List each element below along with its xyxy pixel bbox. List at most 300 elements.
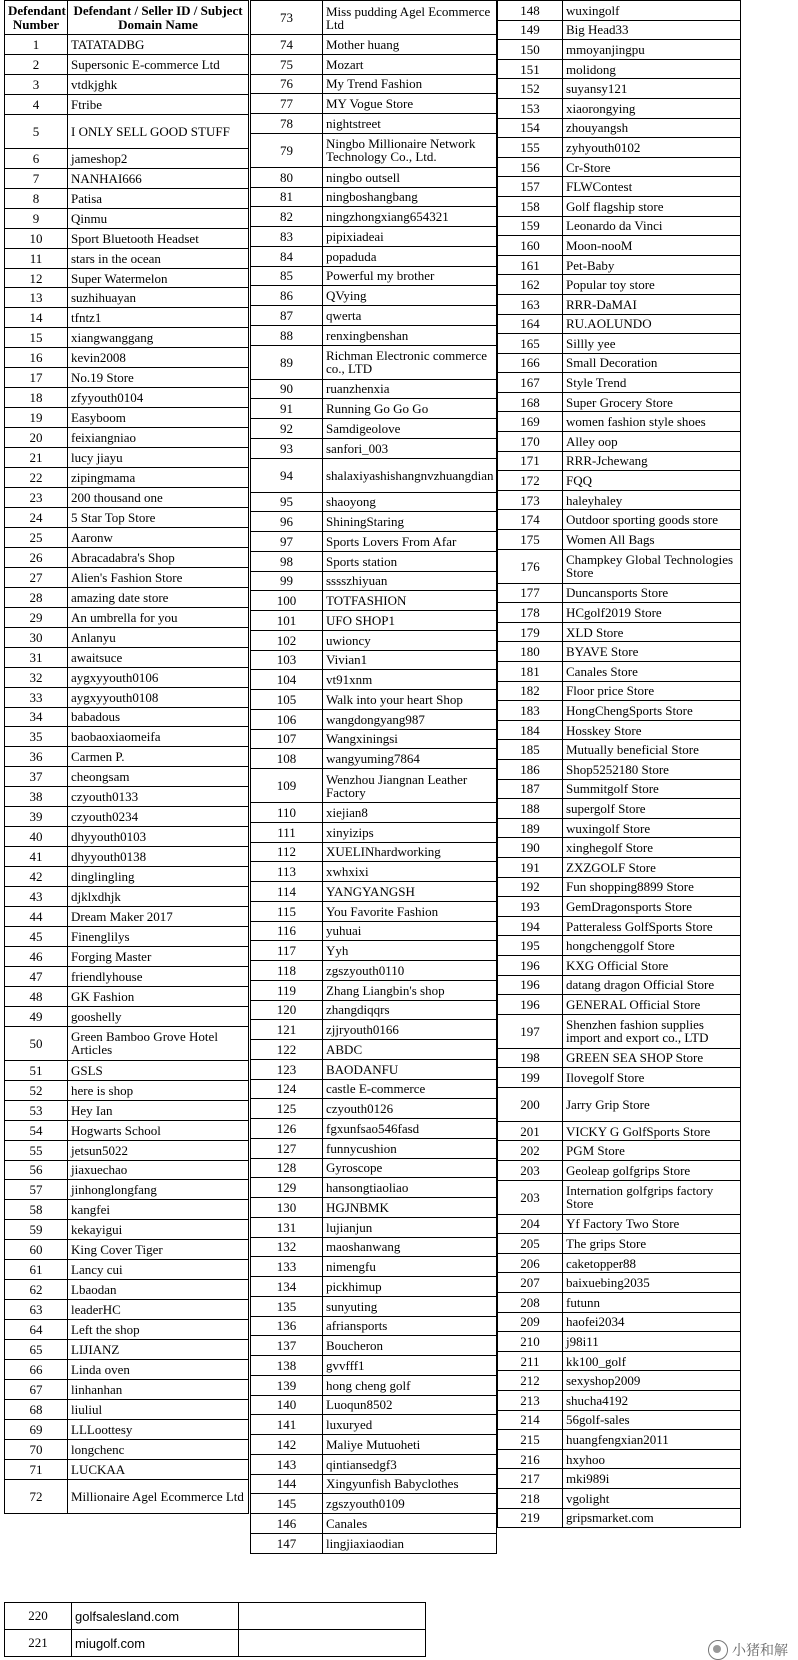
seller-id: zipingmama xyxy=(68,468,249,488)
table-row xyxy=(498,216,741,236)
table-row xyxy=(498,1068,741,1088)
seller-id: Shenzhen fashion supplies import and export co., LTD xyxy=(563,1014,741,1048)
table-row xyxy=(251,1395,497,1415)
seller-id: friendlyhouse xyxy=(68,966,249,986)
table-row xyxy=(5,527,249,547)
seller-id: suzhihuayan xyxy=(68,288,249,308)
seller-id: ABDC xyxy=(323,1040,497,1060)
seller-id: luxuryed xyxy=(323,1415,497,1435)
seller-id: Mozart xyxy=(323,54,497,74)
seller-id: Boucheron xyxy=(323,1336,497,1356)
table-row xyxy=(251,862,497,882)
seller-id: Women All Bags xyxy=(563,530,741,550)
table-row xyxy=(251,54,497,74)
seller-id: XUELINhardworking xyxy=(323,842,497,862)
seller-id: shucha4192 xyxy=(563,1391,741,1411)
seller-id: Cr-Store xyxy=(563,157,741,177)
seller-id: Yyh xyxy=(323,941,497,961)
table-row xyxy=(498,236,741,256)
table-row xyxy=(5,1160,249,1180)
seller-id: Popular toy store xyxy=(563,275,741,295)
defendant-number: 105 xyxy=(251,690,323,710)
defendant-number: 197 xyxy=(498,1014,563,1048)
seller-id: pipixiadeai xyxy=(323,227,497,247)
table-row xyxy=(498,1449,741,1469)
table-row xyxy=(251,532,497,552)
table-row xyxy=(498,662,741,682)
table-row xyxy=(5,507,249,527)
defendant-number: 199 xyxy=(498,1068,563,1088)
seller-id: Geoleap golfgrips Store xyxy=(563,1161,741,1181)
defendant-number: 145 xyxy=(251,1494,323,1514)
table-row xyxy=(5,1120,249,1140)
defendant-number: 146 xyxy=(251,1514,323,1534)
defendant-number: 177 xyxy=(498,583,563,603)
seller-id: Hogwarts School xyxy=(68,1120,249,1140)
defendant-number: 58 xyxy=(5,1200,68,1220)
defendant-number: 60 xyxy=(5,1240,68,1260)
defendant-number: 141 xyxy=(251,1415,323,1435)
defendant-number: 25 xyxy=(5,527,68,547)
table-row xyxy=(5,468,249,488)
table-row xyxy=(498,1141,741,1161)
seller-id: zhangdiqqrs xyxy=(323,1000,497,1020)
seller-id: 5 Star Top Store xyxy=(68,507,249,527)
defendant-number: 107 xyxy=(251,729,323,749)
defendant-number: 160 xyxy=(498,236,563,256)
defendant-number: 192 xyxy=(498,877,563,897)
seller-id: golfsalesland.com xyxy=(72,1603,239,1630)
seller-id: pickhimup xyxy=(323,1277,497,1297)
table-row xyxy=(498,1253,741,1273)
table-row xyxy=(5,767,249,787)
defendant-number: 193 xyxy=(498,897,563,917)
table-row xyxy=(498,877,741,897)
seller-id: djklxdhjk xyxy=(68,887,249,907)
seller-id: GENERAL Official Store xyxy=(563,995,741,1015)
table-row xyxy=(251,187,497,207)
table-row xyxy=(498,838,741,858)
defendant-number: 35 xyxy=(5,727,68,747)
defendant-number: 100 xyxy=(251,591,323,611)
table-row xyxy=(498,275,741,295)
seller-id: Pet-Baby xyxy=(563,255,741,275)
seller-id: Gyroscope xyxy=(323,1158,497,1178)
seller-id: czyouth0133 xyxy=(68,787,249,807)
defendant-number: 106 xyxy=(251,709,323,729)
seller-id: Walk into your heart Shop xyxy=(323,690,497,710)
defendant-number: 47 xyxy=(5,966,68,986)
seller-id: jetsun5022 xyxy=(68,1140,249,1160)
seller-id: stars in the ocean xyxy=(68,248,249,268)
seller-id: hongchenggolf Store xyxy=(563,936,741,956)
defendant-number: 120 xyxy=(251,1000,323,1020)
table-row xyxy=(251,438,497,458)
defendant-number: 94 xyxy=(251,458,323,492)
table-row xyxy=(251,650,497,670)
table-row xyxy=(5,567,249,587)
seller-id: xinghegolf Store xyxy=(563,838,741,858)
seller-id: Shop5252180 Store xyxy=(563,759,741,779)
defendant-number: 84 xyxy=(251,246,323,266)
table-row xyxy=(5,35,249,55)
table-row xyxy=(498,373,741,393)
defendant-number: 157 xyxy=(498,177,563,197)
table-row xyxy=(5,1140,249,1160)
table-row xyxy=(251,1454,497,1474)
defendant-number: 189 xyxy=(498,818,563,838)
table-row xyxy=(498,294,741,314)
table-row xyxy=(251,941,497,961)
defendant-number: 168 xyxy=(498,392,563,412)
seller-id: 200 thousand one xyxy=(68,488,249,508)
defendant-number: 159 xyxy=(498,216,563,236)
seller-id: fgxunfsao546fasd xyxy=(323,1119,497,1139)
defendant-number: 110 xyxy=(251,803,323,823)
seller-id: sanfori_003 xyxy=(323,438,497,458)
table-row xyxy=(498,1087,741,1121)
defendant-number: 184 xyxy=(498,720,563,740)
defendant-number: 50 xyxy=(5,1026,68,1060)
defendant-number: 23 xyxy=(5,488,68,508)
table-row xyxy=(251,551,497,571)
defendant-number: 196 xyxy=(498,955,563,975)
defendant-number: 65 xyxy=(5,1340,68,1360)
table-row xyxy=(5,1300,249,1320)
table-row xyxy=(498,720,741,740)
defendant-number: 5 xyxy=(5,114,68,148)
defendant-number: 104 xyxy=(251,670,323,690)
table-row xyxy=(498,1214,741,1234)
empty-cell xyxy=(239,1603,426,1630)
seller-id: BAODANFU xyxy=(323,1059,497,1079)
seller-id: UFO SHOP1 xyxy=(323,611,497,631)
defendant-number: 129 xyxy=(251,1178,323,1198)
seller-id: 56golf-sales xyxy=(563,1410,741,1430)
defendant-number: 115 xyxy=(251,901,323,921)
table-row xyxy=(498,857,741,877)
watermark xyxy=(708,1640,788,1660)
table-row xyxy=(498,1410,741,1430)
seller-id: miugolf.com xyxy=(72,1630,239,1657)
table-row xyxy=(251,709,497,729)
defendant-number: 46 xyxy=(5,946,68,966)
defendant-number: 150 xyxy=(498,40,563,60)
seller-id: zgszyouth0110 xyxy=(323,961,497,981)
seller-id: PGM Store xyxy=(563,1141,741,1161)
seller-id: lucy jiayu xyxy=(68,448,249,468)
seller-id: The grips Store xyxy=(563,1234,741,1254)
table-row xyxy=(251,803,497,823)
seller-id: wangyuming7864 xyxy=(323,749,497,769)
table-row xyxy=(251,94,497,114)
table-row xyxy=(251,1533,497,1553)
seller-id: feixiangniao xyxy=(68,428,249,448)
seller-id: caketopper88 xyxy=(563,1253,741,1273)
defendant-number: 135 xyxy=(251,1296,323,1316)
table-row xyxy=(5,1439,249,1459)
defendant-number: 68 xyxy=(5,1399,68,1419)
table-row xyxy=(251,133,497,167)
defendant-number: 80 xyxy=(251,167,323,187)
table-row xyxy=(5,74,249,94)
defendant-number: 175 xyxy=(498,530,563,550)
table-row xyxy=(251,306,497,326)
seller-id: shalaxiyashishangnvzhuangdian xyxy=(323,458,497,492)
seller-id: Patteraless GolfSports Store xyxy=(563,916,741,936)
table-row xyxy=(498,196,741,216)
table-row xyxy=(251,729,497,749)
table-row xyxy=(5,986,249,1006)
seller-id: VICKY G GolfSports Store xyxy=(563,1121,741,1141)
seller-id: vgolight xyxy=(563,1488,741,1508)
defendant-number: 187 xyxy=(498,779,563,799)
seller-id: gooshelly xyxy=(68,1006,249,1026)
defendant-number: 77 xyxy=(251,94,323,114)
defendant-number: 127 xyxy=(251,1138,323,1158)
table-row xyxy=(251,630,497,650)
seller-id: Sport Bluetooth Headset xyxy=(68,228,249,248)
table-row xyxy=(498,1469,741,1489)
seller-id: xiaorongying xyxy=(563,98,741,118)
defendant-number: 128 xyxy=(251,1158,323,1178)
table-row xyxy=(498,1430,741,1450)
seller-id: Samdigeolove xyxy=(323,419,497,439)
defendant-number: 126 xyxy=(251,1119,323,1139)
defendant-number: 172 xyxy=(498,471,563,491)
table-row xyxy=(5,268,249,288)
table-row xyxy=(251,1099,497,1119)
table-row xyxy=(498,255,741,275)
table-row xyxy=(5,627,249,647)
seller-id: haofei2034 xyxy=(563,1312,741,1332)
seller-id: HongChengSports Store xyxy=(563,701,741,721)
defendant-number: 221 xyxy=(5,1630,72,1657)
seller-id: kk100_golf xyxy=(563,1351,741,1371)
table-row xyxy=(251,512,497,532)
seller-id: baobaoxiaomeifa xyxy=(68,727,249,747)
seller-id: kekayigui xyxy=(68,1220,249,1240)
wechat-logo-icon xyxy=(708,1640,728,1660)
table-row xyxy=(251,1415,497,1435)
defendant-number: 158 xyxy=(498,196,563,216)
table-row xyxy=(498,1371,741,1391)
seller-id: shaoyong xyxy=(323,492,497,512)
table-row xyxy=(498,353,741,373)
table-row xyxy=(5,1220,249,1240)
defendant-number: 27 xyxy=(5,567,68,587)
table-row xyxy=(251,246,497,266)
defendant-number: 108 xyxy=(251,749,323,769)
seller-id: Richman Electronic commerce co., LTD xyxy=(323,345,497,379)
table-row xyxy=(251,266,497,286)
defendant-number: 20 xyxy=(5,428,68,448)
defendant-number: 99 xyxy=(251,571,323,591)
table-row xyxy=(498,177,741,197)
defendant-number: 62 xyxy=(5,1280,68,1300)
seller-id: ningzhongxiang654321 xyxy=(323,207,497,227)
seller-id: xinyizips xyxy=(323,822,497,842)
seller-id: KXG Official Store xyxy=(563,955,741,975)
table-row xyxy=(498,740,741,760)
defendant-number: 98 xyxy=(251,551,323,571)
seller-id: Internation golfgrips factory Store xyxy=(563,1180,741,1214)
defendant-number: 205 xyxy=(498,1234,563,1254)
seller-id: ningbo outsell xyxy=(323,167,497,187)
seller-id: vtdkjghk xyxy=(68,74,249,94)
defendant-number: 153 xyxy=(498,98,563,118)
seller-id: Summitgolf Store xyxy=(563,779,741,799)
table-row xyxy=(5,94,249,114)
defendant-number: 87 xyxy=(251,306,323,326)
table-row xyxy=(498,118,741,138)
table-row xyxy=(5,966,249,986)
seller-id: Running Go Go Go xyxy=(323,399,497,419)
seller-id: Linda oven xyxy=(68,1360,249,1380)
seller-id: Hosskey Store xyxy=(563,720,741,740)
table-row xyxy=(5,707,249,727)
table-row xyxy=(498,681,741,701)
defendant-number: 217 xyxy=(498,1469,563,1489)
seller-id: Maliye Mutuoheti xyxy=(323,1435,497,1455)
seller-id: RRR-DaMAI xyxy=(563,294,741,314)
table-row xyxy=(251,492,497,512)
seller-id: You Favorite Fashion xyxy=(323,901,497,921)
table-row xyxy=(251,591,497,611)
defendant-number: 152 xyxy=(498,79,563,99)
seller-id: jameshop2 xyxy=(68,148,249,168)
seller-id: King Cover Tiger xyxy=(68,1240,249,1260)
seller-id: haleyhaley xyxy=(563,490,741,510)
seller-id: vt91xnm xyxy=(323,670,497,690)
table-row xyxy=(5,368,249,388)
table-row xyxy=(251,690,497,710)
table-row xyxy=(251,1040,497,1060)
seller-id: Green Bamboo Grove Hotel Articles xyxy=(68,1026,249,1060)
seller-id: Supersonic E-commerce Ltd xyxy=(68,54,249,74)
table-row xyxy=(251,419,497,439)
defendant-number: 200 xyxy=(498,1087,563,1121)
seller-id: yuhuai xyxy=(323,921,497,941)
table-row xyxy=(498,701,741,721)
defendant-number: 17 xyxy=(5,368,68,388)
seller-id: zfyyouth0104 xyxy=(68,388,249,408)
seller-id: baixuebing2035 xyxy=(563,1273,741,1293)
defendant-number: 40 xyxy=(5,827,68,847)
defendant-number: 67 xyxy=(5,1380,68,1400)
seller-id: HCgolf2019 Store xyxy=(563,603,741,623)
seller-id: Big Head33 xyxy=(563,20,741,40)
table-row xyxy=(251,1435,497,1455)
seller-id: Luoqun8502 xyxy=(323,1395,497,1415)
table-row xyxy=(251,1119,497,1139)
seller-id: Wenzhou Jiangnan Leather Factory xyxy=(323,769,497,803)
defendant-number: 122 xyxy=(251,1040,323,1060)
defendant-number: 51 xyxy=(5,1060,68,1080)
seller-id: My Trend Fashion xyxy=(323,74,497,94)
defendant-number: 116 xyxy=(251,921,323,941)
table-row xyxy=(5,647,249,667)
seller-id: Forging Master xyxy=(68,946,249,966)
defendant-number: 208 xyxy=(498,1293,563,1313)
defendant-number: 166 xyxy=(498,353,563,373)
seller-id: castle E-commerce xyxy=(323,1079,497,1099)
defendant-number: 139 xyxy=(251,1375,323,1395)
defendant-number: 9 xyxy=(5,208,68,228)
seller-id: HGJNBMK xyxy=(323,1198,497,1218)
seller-id: qwerta xyxy=(323,306,497,326)
seller-id: supergolf Store xyxy=(563,799,741,819)
defendant-number: 26 xyxy=(5,547,68,567)
seller-id: Sports station xyxy=(323,551,497,571)
table-row xyxy=(251,901,497,921)
defendant-number: 164 xyxy=(498,314,563,334)
table-row xyxy=(5,488,249,508)
defendant-number: 180 xyxy=(498,642,563,662)
defendant-number: 219 xyxy=(498,1508,563,1528)
defendant-number: 52 xyxy=(5,1080,68,1100)
table-row xyxy=(5,1260,249,1280)
seller-id: huangfengxian2011 xyxy=(563,1430,741,1450)
defendant-number: 61 xyxy=(5,1260,68,1280)
defendant-number: 155 xyxy=(498,138,563,158)
defendant-number: 79 xyxy=(251,133,323,167)
table-row xyxy=(251,1000,497,1020)
defendant-number: 37 xyxy=(5,767,68,787)
table-row xyxy=(498,583,741,603)
defendant-number: 63 xyxy=(5,1300,68,1320)
table-row xyxy=(251,379,497,399)
seller-id: kangfei xyxy=(68,1200,249,1220)
defendant-number: 198 xyxy=(498,1048,563,1068)
table-row xyxy=(5,1026,249,1060)
defendant-table-col2 xyxy=(250,0,497,1554)
defendant-number: 131 xyxy=(251,1217,323,1237)
defendant-number: 211 xyxy=(498,1351,563,1371)
defendant-number: 32 xyxy=(5,667,68,687)
seller-id: Easyboom xyxy=(68,408,249,428)
defendant-number: 64 xyxy=(5,1320,68,1340)
seller-id: datang dragon Official Store xyxy=(563,975,741,995)
defendant-number: 112 xyxy=(251,842,323,862)
defendant-number: 133 xyxy=(251,1257,323,1277)
seller-id: wuxingolf xyxy=(563,1,741,21)
table-row xyxy=(5,687,249,707)
defendant-number: 89 xyxy=(251,345,323,379)
seller-id: ruanzhenxia xyxy=(323,379,497,399)
table-row xyxy=(5,1100,249,1120)
seller-id: Moon-nooM xyxy=(563,236,741,256)
seller-id: GSLS xyxy=(68,1060,249,1080)
defendant-number: 4 xyxy=(5,94,68,114)
defendant-number: 24 xyxy=(5,507,68,527)
defendant-number: 130 xyxy=(251,1198,323,1218)
seller-id: RRR-Jchewang xyxy=(563,451,741,471)
seller-id: I ONLY SELL GOOD STUFF xyxy=(68,114,249,148)
defendant-number: 48 xyxy=(5,986,68,1006)
defendant-number: 118 xyxy=(251,961,323,981)
table-row xyxy=(251,167,497,187)
seller-id: ShiningStaring xyxy=(323,512,497,532)
table-row xyxy=(498,412,741,432)
empty-cell xyxy=(239,1630,426,1657)
seller-id: Canales Store xyxy=(563,662,741,682)
defendant-number: 149 xyxy=(498,20,563,40)
table-row xyxy=(5,208,249,228)
defendant-number: 161 xyxy=(498,255,563,275)
seller-id: TOTFASHION xyxy=(323,591,497,611)
defendant-number: 8 xyxy=(5,188,68,208)
